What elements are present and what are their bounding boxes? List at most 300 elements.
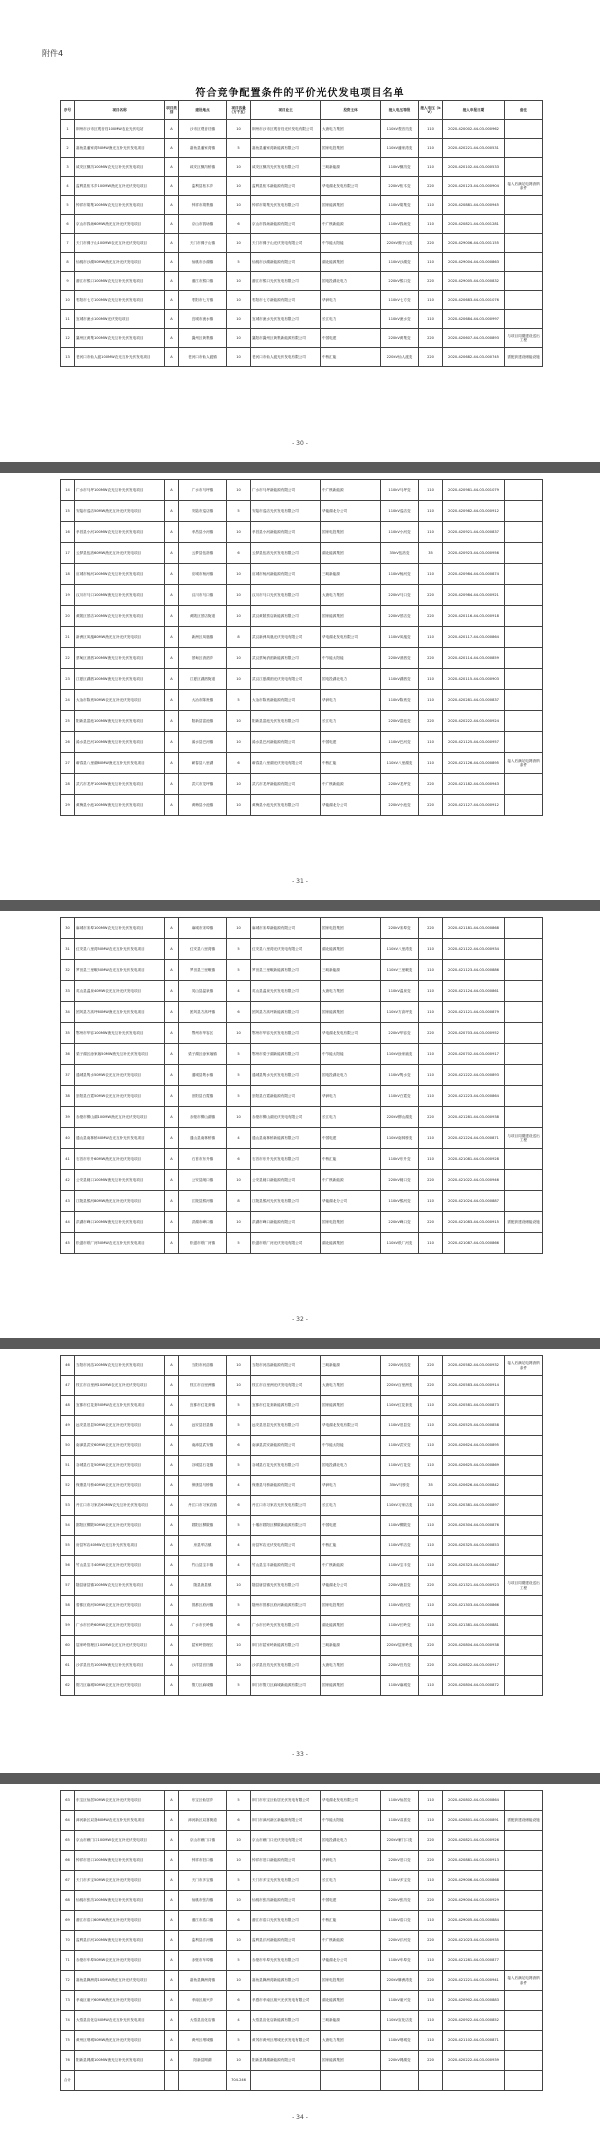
table-cell: A bbox=[165, 1676, 179, 1696]
table-cell bbox=[75, 2071, 165, 2091]
table-cell: 41 bbox=[61, 1149, 75, 1170]
table-row bbox=[61, 1496, 543, 1516]
table-cell bbox=[505, 1536, 543, 1556]
table-cell bbox=[505, 1516, 543, 1536]
table-cell: 110 bbox=[419, 1416, 443, 1436]
table-cell: A bbox=[165, 234, 179, 253]
table-cell: 220kV闸口变 bbox=[381, 1170, 419, 1191]
table-cell: 嘉鱼县潘家湾50MW渔光互补光伏发电项目 bbox=[75, 139, 165, 158]
table-row bbox=[61, 196, 543, 215]
table-cell: 鄂州市梁子湖新能源有限公司 bbox=[251, 1044, 321, 1065]
table-cell: 2020-420982-44-03-000912 bbox=[443, 501, 505, 522]
table-cell: A bbox=[165, 1356, 179, 1376]
table-cell: 10 bbox=[227, 1931, 251, 1951]
project-table bbox=[60, 479, 543, 816]
table-cell: 2020-420702-44-03-000917 bbox=[443, 1044, 505, 1065]
table-cell: 5 bbox=[227, 1044, 251, 1065]
table-cell: 武汉蔡甸消泗新能源有限公司 bbox=[251, 648, 321, 669]
table-cell: 10 bbox=[227, 1891, 251, 1911]
table-cell bbox=[443, 2071, 505, 2091]
table-cell: 中广核新能源 bbox=[321, 1556, 381, 1576]
table-cell: 2020-421022-44-03-000946 bbox=[443, 1170, 505, 1191]
table-cell: 华能湖北分公司 bbox=[321, 795, 381, 816]
table-row bbox=[61, 1871, 543, 1891]
table-cell bbox=[505, 480, 543, 501]
table-cell: 安陆市巡店50MW渔光互补光伏发电项目 bbox=[75, 501, 165, 522]
table-cell: 220kV唐县变 bbox=[381, 1576, 419, 1596]
table-cell: 中节能太阳能 bbox=[321, 1044, 381, 1065]
table-cell: 220kV柳山湖变 bbox=[381, 1107, 419, 1128]
table-cell: 潜江市浩口光伏发电有限公司 bbox=[251, 1911, 321, 1931]
table-cell: 房县军店光伏发电有限公司 bbox=[251, 1536, 321, 1556]
table-cell: 国家能源集团 bbox=[321, 606, 381, 627]
table-row bbox=[61, 2031, 543, 2051]
table-cell: 大悟县宣化店40MW农光互补光伏发电项目 bbox=[75, 2011, 165, 2031]
table-cell: 团风县方高坪60MW渔光互补光伏发电项目 bbox=[75, 1002, 165, 1023]
column-header: 备注 bbox=[505, 101, 543, 120]
table-cell: 老河口市仙人渡光伏发电有限公司 bbox=[251, 348, 321, 367]
table-cell: 京山市钱场镇 bbox=[179, 215, 227, 234]
table-cell: 华能湖北分公司 bbox=[321, 1191, 381, 1212]
table-cell: 10 bbox=[227, 522, 251, 543]
table-cell: 7 bbox=[61, 234, 75, 253]
table-cell: A bbox=[165, 2051, 179, 2071]
table-cell: 国电投湖北电力 bbox=[321, 669, 381, 690]
table-cell: 京山市钱场60MW渔光互补光伏发电项目 bbox=[75, 215, 165, 234]
table-cell: 红安县八里湾光伏发电有限公司 bbox=[251, 939, 321, 960]
table-cell: 10 bbox=[227, 234, 251, 253]
table-cell: 2020-420822-44-03-000917 bbox=[443, 1656, 505, 1676]
table-cell: 广水市长岭光伏发电有限公司 bbox=[251, 1616, 321, 1636]
table-cell: 110 bbox=[419, 1596, 443, 1616]
table-cell: 220kV龙坪变 bbox=[381, 774, 419, 795]
table-cell: 阳新县网湖新能源有限公司 bbox=[251, 2051, 321, 2071]
table-cell: 钟祥市旧口镇 bbox=[179, 1851, 227, 1871]
table-cell bbox=[505, 291, 543, 310]
table-cell: 44 bbox=[61, 1212, 75, 1233]
table-cell bbox=[505, 1791, 543, 1811]
table-cell: 220kV蔡店变 bbox=[381, 606, 419, 627]
table-cell: A bbox=[165, 627, 179, 648]
table-cell: 5 bbox=[227, 1065, 251, 1086]
table-cell: A bbox=[165, 1107, 179, 1128]
table-cell: 21 bbox=[61, 627, 75, 648]
table-cell: 钟祥市旧口新能源有限公司 bbox=[251, 1851, 321, 1871]
table-cell: 潜江市浩口镇 bbox=[179, 1911, 227, 1931]
document-page-4 bbox=[0, 1349, 600, 1773]
table-cell: 2020-420325-44-03-000853 bbox=[443, 1536, 505, 1556]
table-cell: 当阳市河溶新能源有限公司 bbox=[251, 1356, 321, 1376]
table-cell: 67 bbox=[61, 1871, 75, 1891]
table-cell: 110 bbox=[419, 1991, 443, 2011]
table-cell: 中国电建 bbox=[321, 1128, 381, 1149]
table-cell: 荆门市掇刀区麻城新能源有限公司 bbox=[251, 1676, 321, 1696]
table-cell: 29 bbox=[61, 795, 75, 816]
table-row bbox=[61, 1576, 543, 1596]
table-row bbox=[61, 522, 543, 543]
table-cell: 京山市钱场新能源有限公司 bbox=[251, 215, 321, 234]
table-cell: 110 bbox=[419, 501, 443, 522]
table-cell: 国家电投集团 bbox=[321, 1212, 381, 1233]
table-cell: A bbox=[165, 348, 179, 367]
table-cell bbox=[505, 1065, 543, 1086]
table-cell bbox=[505, 918, 543, 939]
table-cell: 江夏区湖泗街道 bbox=[179, 669, 227, 690]
table-cell: 华能湖北分公司 bbox=[321, 1951, 381, 1971]
table-cell: A bbox=[165, 1576, 179, 1596]
table-cell: 10 bbox=[227, 2051, 251, 2071]
table-cell bbox=[505, 690, 543, 711]
table-cell: 当阳市河溶镇 bbox=[179, 1356, 227, 1376]
table-cell: A bbox=[165, 711, 179, 732]
table-cell: 220 bbox=[419, 774, 443, 795]
table-cell: 110 bbox=[419, 1233, 443, 1254]
table-cell: 5 bbox=[227, 1951, 251, 1971]
table-cell: 2020-420922-44-03-000852 bbox=[443, 2011, 505, 2031]
table-cell: 2020-420102-44-03-000533 bbox=[443, 158, 505, 177]
table-cell: 110kV宣化店变 bbox=[381, 2011, 419, 2031]
table-cell: 110 bbox=[419, 1191, 443, 1212]
table-cell: 110 bbox=[419, 1616, 443, 1636]
table-cell: 220 bbox=[419, 606, 443, 627]
table-cell: 25 bbox=[61, 711, 75, 732]
table-cell: 孝昌县小河100MW农光互补光伏发电项目 bbox=[75, 522, 165, 543]
table-cell: 国家能源集团 bbox=[321, 2051, 381, 2071]
table-row bbox=[61, 1356, 543, 1376]
table-cell: 69 bbox=[61, 1911, 75, 1931]
table-cell: 2020-420123-44-03-000904 bbox=[443, 177, 505, 196]
table-row bbox=[61, 1971, 543, 1991]
table-cell: 松滋市纸厂河50MW农光互补光伏发电项目 bbox=[75, 1233, 165, 1254]
table-cell bbox=[505, 1556, 543, 1576]
table-cell: 广水市马坪100MW农光互补光伏发电项目 bbox=[75, 480, 165, 501]
table-cell: 220kV簰洲湾变 bbox=[381, 1971, 419, 1991]
table-cell: 10 bbox=[227, 774, 251, 795]
table-cell: 国家能源集团 bbox=[321, 196, 381, 215]
table-cell: 10 bbox=[227, 291, 251, 310]
table-cell: 2020-420222-44-03-000939 bbox=[443, 2051, 505, 2071]
table-cell: 黄梅县小池光伏发电有限公司 bbox=[251, 795, 321, 816]
table-cell: 110kV观音垱变 bbox=[381, 120, 419, 139]
table-cell: 110 bbox=[419, 690, 443, 711]
table-cell: 监利县汴河镇 bbox=[179, 1931, 227, 1951]
table-cell: 武穴市龙坪镇 bbox=[179, 774, 227, 795]
table-cell: 76 bbox=[61, 2051, 75, 2071]
table-cell: 220 bbox=[419, 1107, 443, 1128]
table-cell: A bbox=[165, 120, 179, 139]
table-row bbox=[61, 120, 543, 139]
table-cell: 110kV白霓变 bbox=[381, 1086, 419, 1107]
table-cell: 通城县隽水镇 bbox=[179, 1065, 227, 1086]
table-cell: 中广核新能源 bbox=[321, 774, 381, 795]
table-cell: 2020-420117-44-03-000864 bbox=[443, 627, 505, 648]
table-row bbox=[61, 215, 543, 234]
table-cell: 孝南区朋兴60MW渔光互补光伏发电项目 bbox=[75, 1991, 165, 2011]
table-cell: A bbox=[165, 564, 179, 585]
table-cell: 中节能太阳能 bbox=[321, 648, 381, 669]
table-cell: 2020-421223-44-03-000864 bbox=[443, 1086, 505, 1107]
table-cell: A bbox=[165, 1616, 179, 1636]
column-header: 接入申报日期 bbox=[443, 101, 505, 120]
table-cell: 大悟县宣化店新能源有限公司 bbox=[251, 2011, 321, 2031]
table-cell: 2020-421381-44-03-000881 bbox=[443, 1616, 505, 1636]
table-cell: 6 bbox=[227, 1002, 251, 1023]
table-cell: 红安县八里湾50MW农光互补光伏发电项目 bbox=[75, 939, 165, 960]
table-cell: 6 bbox=[227, 543, 251, 564]
table-cell: 黄州区堵城镇 bbox=[179, 2031, 227, 2051]
column-header: 投资主体 bbox=[321, 101, 381, 120]
table-cell: 2020-429004-44-03-000929 bbox=[443, 1891, 505, 1911]
table-cell: 10 bbox=[227, 795, 251, 816]
project-table bbox=[60, 1355, 543, 1696]
table-cell: 2020-421221-44-03-000941 bbox=[443, 1971, 505, 1991]
table-cell bbox=[505, 1149, 543, 1170]
table-cell: 10 bbox=[227, 329, 251, 348]
table-cell: 孝昌县小河镇 bbox=[179, 522, 227, 543]
annex-label: 附件4 bbox=[42, 49, 64, 58]
table-cell: 2020-420821-44-03-001281 bbox=[443, 215, 505, 234]
table-cell: 110 bbox=[419, 1149, 443, 1170]
table-cell: 京山市雁门口光伏发电有限公司 bbox=[251, 1831, 321, 1851]
table-row bbox=[61, 1376, 543, 1396]
table-cell: 嘉鱼县簰洲湾100MW渔光互补光伏发电项目 bbox=[75, 1971, 165, 1991]
table-row bbox=[61, 1636, 543, 1656]
table-cell: 仙桃市沙湖50MW渔光互补光伏发电项目 bbox=[75, 253, 165, 272]
table-row bbox=[61, 627, 543, 648]
table-cell: 通山县南林桥40MW农光互补光伏发电项目 bbox=[75, 1128, 165, 1149]
table-cell: 荆门市屈家岭新能源有限公司 bbox=[251, 1636, 321, 1656]
table-cell: 长江电力 bbox=[321, 711, 381, 732]
table-row bbox=[61, 1991, 543, 2011]
table-cell: 2020-421081-44-03-000928 bbox=[443, 1149, 505, 1170]
table-cell: 110 bbox=[419, 1536, 443, 1556]
table-cell: 10 bbox=[227, 648, 251, 669]
table-cell: 2020-420002-44-03-000962 bbox=[443, 120, 505, 139]
document-page-3 bbox=[0, 911, 600, 1338]
table-cell bbox=[505, 215, 543, 234]
table-row bbox=[61, 1212, 543, 1233]
table-cell: 110kV巴河变 bbox=[381, 732, 419, 753]
table-cell bbox=[505, 234, 543, 253]
table-cell: 接入后满足电网消纳条件 bbox=[505, 753, 543, 774]
table-cell: 2020-421125-44-03-000957 bbox=[443, 732, 505, 753]
table-cell: 5 bbox=[227, 2031, 251, 2051]
table-cell: 2020-421222-44-03-000893 bbox=[443, 1065, 505, 1086]
table-cell: A bbox=[165, 139, 179, 158]
table-row bbox=[61, 1911, 543, 1931]
table-cell bbox=[505, 627, 543, 648]
table-cell: 赤壁市柳山湖光伏发电有限公司 bbox=[251, 1107, 321, 1128]
table-cell: 大冶市陈贵新能源有限公司 bbox=[251, 690, 321, 711]
table-cell: 110kV八里湾变 bbox=[381, 939, 419, 960]
table-cell: 2020-420281-44-03-000837 bbox=[443, 690, 505, 711]
table-cell: A bbox=[165, 1170, 179, 1191]
table-cell: 45 bbox=[61, 1233, 75, 1254]
table-cell bbox=[381, 2071, 419, 2091]
table-cell: 17 bbox=[61, 543, 75, 564]
table-row bbox=[61, 1676, 543, 1696]
table-cell: 58 bbox=[61, 1596, 75, 1616]
table-cell: 110kV双喜变 bbox=[381, 1811, 419, 1831]
table-cell: 2020-421126-44-03-000895 bbox=[443, 753, 505, 774]
table-cell: 钟祥市胡集100MW农光互补光伏发电项目 bbox=[75, 196, 165, 215]
table-cell: 2020-421127-44-03-000912 bbox=[443, 795, 505, 816]
table-cell bbox=[505, 1191, 543, 1212]
table-cell: 郧阳区柳陂50MW农光互补光伏发电项目 bbox=[75, 1516, 165, 1536]
table-cell: 110kV堵城变 bbox=[381, 2031, 419, 2051]
table-cell: A bbox=[165, 253, 179, 272]
table-cell: 110kV习家店变 bbox=[381, 1496, 419, 1516]
table-cell: A bbox=[165, 1065, 179, 1086]
table-cell: 崇阳县白霓新能源有限公司 bbox=[251, 1086, 321, 1107]
table-cell: A bbox=[165, 1396, 179, 1416]
table-cell: 5 bbox=[227, 1791, 251, 1811]
table-row bbox=[61, 1149, 543, 1170]
table-cell: 220 bbox=[419, 795, 443, 816]
table-cell: A bbox=[165, 1376, 179, 1396]
table-cell bbox=[505, 1831, 543, 1851]
table-cell: 阳新县网湖 bbox=[179, 2051, 227, 2071]
table-cell: 远安县旧县镇 bbox=[179, 1416, 227, 1436]
table-row bbox=[61, 480, 543, 501]
table-cell: 110kV朋兴变 bbox=[381, 1991, 419, 2011]
table-cell: 竹山县宝丰镇 bbox=[179, 1556, 227, 1576]
table-cell: 4 bbox=[227, 1556, 251, 1576]
table-row bbox=[61, 139, 543, 158]
table-cell: 2020-420981-44-03-001079 bbox=[443, 480, 505, 501]
table-cell: A bbox=[165, 522, 179, 543]
table-row bbox=[61, 2051, 543, 2071]
table-row bbox=[61, 1931, 543, 1951]
table-cell: 2020-421181-44-03-000868 bbox=[443, 918, 505, 939]
table-cell: A bbox=[165, 960, 179, 981]
table-cell bbox=[505, 711, 543, 732]
table-row bbox=[61, 1596, 543, 1616]
table-cell: 中国电建 bbox=[321, 1891, 381, 1911]
table-cell: 10 bbox=[227, 120, 251, 139]
table-cell: 28 bbox=[61, 774, 75, 795]
table-cell: 220 bbox=[419, 1170, 443, 1191]
table-cell: 湖北能源集团 bbox=[321, 1991, 381, 2011]
table-cell: 47 bbox=[61, 1376, 75, 1396]
table-cell bbox=[505, 2051, 543, 2071]
table-cell: 鄂州市华容100MW渔光互补光伏发电项目 bbox=[75, 1023, 165, 1044]
table-cell: 110kV潘家湾变 bbox=[381, 139, 419, 158]
table-cell: 麻城市宋埠100MW农光互补光伏发电项目 bbox=[75, 918, 165, 939]
table-cell: 110kV车埠变 bbox=[381, 1951, 419, 1971]
table-row bbox=[61, 1616, 543, 1636]
table-cell: 10 bbox=[227, 564, 251, 585]
table-cell: 新洲区凤凰80MW渔光互补光伏发电项目 bbox=[75, 627, 165, 648]
table-cell: 33 bbox=[61, 981, 75, 1002]
table-cell: 武汉新洲凤凰光伏发电有限公司 bbox=[251, 627, 321, 648]
table-row bbox=[61, 1516, 543, 1536]
table-cell: 枝江市百里洲光伏发电有限公司 bbox=[251, 1376, 321, 1396]
table-cell: 4 bbox=[227, 1128, 251, 1149]
table-cell: 6 bbox=[227, 1811, 251, 1831]
table-cell: 110kV横沟变 bbox=[381, 158, 419, 177]
table-cell: 国电投湖北电力 bbox=[321, 272, 381, 291]
table-cell: 咸安区横沟光伏发电有限公司 bbox=[251, 158, 321, 177]
table-cell bbox=[505, 2071, 543, 2091]
table-cell: 110 bbox=[419, 1456, 443, 1476]
table-cell: 英山县温泉光伏发电有限公司 bbox=[251, 981, 321, 1002]
table-cell: A bbox=[165, 1911, 179, 1931]
table-cell: 220 bbox=[419, 1971, 443, 1991]
table-cell: 大唐电力集团 bbox=[321, 1656, 381, 1676]
table-cell: 37 bbox=[61, 1065, 75, 1086]
table-cell: 需配套建设储能设施 bbox=[505, 1811, 543, 1831]
table-cell: 大唐电力集团 bbox=[321, 120, 381, 139]
table-cell: 监利县汴河新能源有限公司 bbox=[251, 1931, 321, 1951]
table-row bbox=[61, 669, 543, 690]
table-cell: A bbox=[165, 585, 179, 606]
table-cell bbox=[505, 1911, 543, 1931]
table-cell: 长江电力 bbox=[321, 310, 381, 329]
table-cell: A bbox=[165, 1496, 179, 1516]
table-cell: A bbox=[165, 1044, 179, 1065]
table-cell: 110kV小河变 bbox=[381, 522, 419, 543]
table-cell: 220kV河溶变 bbox=[381, 1356, 419, 1376]
table-cell bbox=[505, 1044, 543, 1065]
table-cell: A bbox=[165, 918, 179, 939]
table-cell bbox=[505, 960, 543, 981]
table-cell: 宜城市流水光伏发电有限公司 bbox=[251, 310, 321, 329]
table-cell: 110kV隽水变 bbox=[381, 1065, 419, 1086]
table-cell: 35kV马桥变 bbox=[381, 1476, 419, 1496]
table-cell: 220 bbox=[419, 1376, 443, 1396]
table-cell: 中核汇能 bbox=[321, 1149, 381, 1170]
table-cell: 2020-421083-44-03-000915 bbox=[443, 1212, 505, 1233]
table-cell: A bbox=[165, 329, 179, 348]
table-cell: 220kV柘木变 bbox=[381, 177, 419, 196]
table-cell: A bbox=[165, 1416, 179, 1436]
table-cell: 4 bbox=[61, 177, 75, 196]
table-cell: 三峡新能源 bbox=[321, 158, 381, 177]
table-cell: 10 bbox=[227, 1376, 251, 1396]
table-cell: 2020-420381-44-03-000897 bbox=[443, 1496, 505, 1516]
table-cell: 华电湖北发电有限公司 bbox=[321, 1416, 381, 1436]
table-cell: 68 bbox=[61, 1891, 75, 1911]
table-cell: 2 bbox=[61, 139, 75, 158]
table-cell: 4 bbox=[227, 2011, 251, 2031]
table-cell: 110 bbox=[419, 1128, 443, 1149]
table-cell: 宜城市流水100MW光伏发电项目 bbox=[75, 310, 165, 329]
table-cell: 麻城市宋埠镇 bbox=[179, 918, 227, 939]
table-cell bbox=[505, 522, 543, 543]
table-cell: 110kV宝丰变 bbox=[381, 1556, 419, 1576]
table-cell: 湖北能源集团 bbox=[321, 1233, 381, 1254]
table-row bbox=[61, 585, 543, 606]
table-cell bbox=[505, 1436, 543, 1456]
page-number: - 32 - bbox=[292, 1316, 308, 1323]
table-cell: 东宝区仙居50MW农光互补光伏发电项目 bbox=[75, 1791, 165, 1811]
table-row bbox=[61, 1656, 543, 1676]
table-cell: 5 bbox=[227, 253, 251, 272]
table-cell: 110kV方高坪变 bbox=[381, 1002, 419, 1023]
total-value: 704.246 bbox=[227, 2071, 251, 2091]
table-cell: 江陵县熊河80MW渔光互补光伏发电项目 bbox=[75, 1191, 165, 1212]
table-cell: 110 bbox=[419, 981, 443, 1002]
table-cell: 随州市曾都区府河新能源有限公司 bbox=[251, 1596, 321, 1616]
table-cell: A bbox=[165, 1791, 179, 1811]
table-cell: A bbox=[165, 981, 179, 1002]
table-cell: 39 bbox=[61, 1107, 75, 1128]
table-cell: 云梦县伍洛镇 bbox=[179, 543, 227, 564]
table-cell bbox=[505, 1891, 543, 1911]
table-cell: 2020-420801-44-03-000891 bbox=[443, 1811, 505, 1831]
table-cell: 仙桃市沙湖新能源有限公司 bbox=[251, 253, 321, 272]
